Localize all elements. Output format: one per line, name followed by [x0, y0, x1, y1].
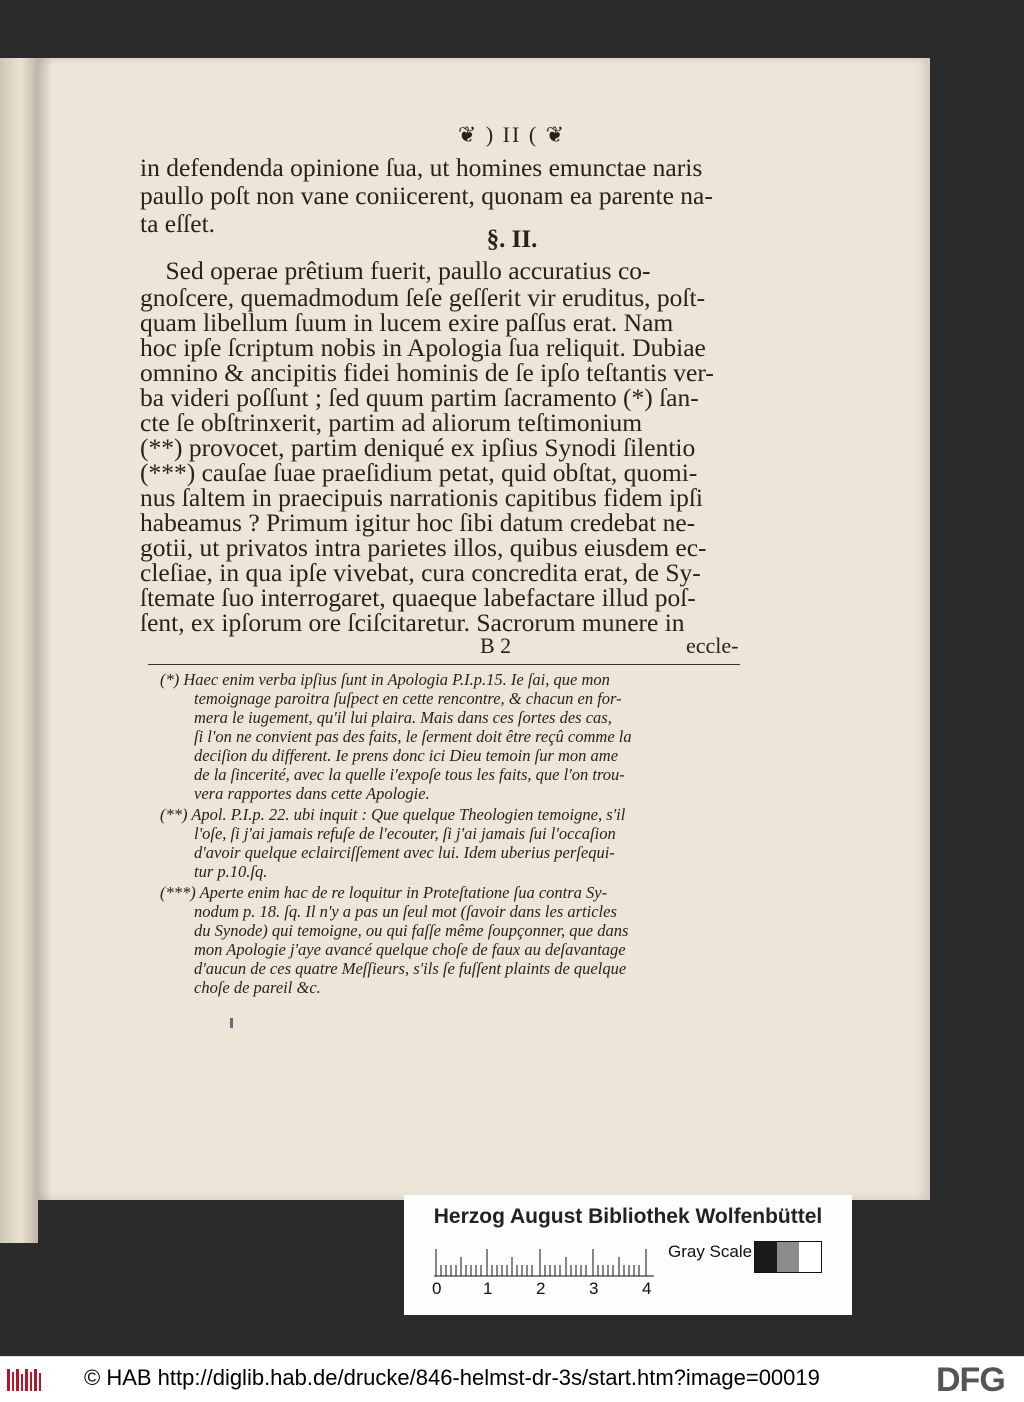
- swatch-black: [755, 1242, 777, 1272]
- body-line: quam libellum ſuum in lucem exire paſſus erat. Nam: [140, 308, 674, 337]
- body-line: paullo poſt non vane coniicerent, quonam ea parente na-: [140, 181, 713, 210]
- ruler-label: 3: [589, 1279, 599, 1298]
- section-title: §. II.: [486, 226, 538, 253]
- library-color-card: [404, 1195, 852, 1315]
- body-line: ba videri poſſunt ; ſed quum partim ſacramento (*) ſan-: [140, 383, 699, 412]
- body-line: ſtemate ſuo interrogaret, quaeque labefactare illud poſ-: [140, 583, 696, 612]
- body-line: cleſiae, in qua ipſe vivebat, cura concredita erat, de Sy-: [140, 558, 701, 587]
- signature-mark: B 2: [480, 633, 512, 658]
- footnote-line: (**) Apol. P.I.p. 22. ubi inquit : Que quelque Theologien temoigne, s'il: [160, 805, 626, 824]
- footnote-rule: [148, 664, 740, 665]
- library-name: Herzog August Bibliothek Wolfenbüttel: [433, 1205, 823, 1228]
- body-line: habeamus ? Primum igitur hoc ſibi datum credebat ne-: [140, 508, 696, 537]
- footnote-line: nodum p. 18. ſq. Il n'y a pas un ſeul mot (ſavoir dans les articles: [194, 902, 617, 921]
- body-line: Sed operae prêtium fuerit, paullo accuratius co-: [140, 256, 651, 285]
- footnote-line: vera rapportes dans cette Apologie.: [194, 784, 430, 803]
- footnote-line: mon Apologie j'aye avancé quelque choſe de faux au deſavantage: [194, 940, 626, 959]
- ruler-label: 1: [483, 1279, 493, 1298]
- body-line: ta eſſet.: [140, 209, 216, 238]
- body-line: hoc ipſe ſcriptum nobis in Apologia ſua reliquit. Dubiae: [140, 333, 706, 362]
- running-header: ❦ ) II ( ❦: [457, 122, 567, 147]
- ruler-label: 4: [642, 1279, 652, 1298]
- ruler-label: 0: [432, 1279, 442, 1298]
- body-line: nus ſaltem in praecipuis narrationis capitibus fidem ipſi: [140, 483, 703, 512]
- body-line: gotii, ut privatos intra parietes illos, quibus eiusdem ec-: [140, 533, 707, 562]
- footnote-line: temoignage paroitra ſuſpect en cette rencontre, & chacun en for-: [194, 689, 622, 708]
- footnote-line: tur p.10.ſq.: [194, 862, 268, 881]
- viewer-footer: [0, 1356, 1024, 1402]
- swatch-white: [799, 1242, 821, 1272]
- catchword: eccle-: [686, 633, 739, 658]
- scale-ruler: [434, 1243, 654, 1277]
- body-line: gnoſcere, quemadmodum ſeſe geſſerit vir eruditus, poſt-: [140, 283, 706, 312]
- body-line: (**) provocet, partim deniqué ex ipſius Synodi ſilentio: [140, 433, 696, 462]
- body-line: in defendenda opinione ſua, ut homines emunctae naris: [140, 153, 703, 182]
- body-line: (***) cauſae ſuae praeſidium petat, quid obſtat, quomi-: [140, 458, 698, 487]
- dfg-logo: DFG: [936, 1361, 1005, 1399]
- ink-speck: [230, 1018, 233, 1028]
- footnote-line: ſi l'on ne convient pas des faits, le ſerment doit être reçû comme la: [194, 727, 632, 746]
- body-line: cte ſe obſtrinxerit, partim ad aliorum teſtimonium: [140, 408, 643, 437]
- footnote-line: de la ſincerité, avec la quelle i'expoſe tous les faits, que l'on trou-: [194, 765, 625, 784]
- footnote-line: mera le iugement, qu'il lui plaira. Mais dans ces ſortes des cas,: [194, 708, 612, 727]
- footnote-line: (*) Haec enim verba ipſius ſunt in Apologia P.I.p.15. Ie ſai, que mon: [160, 670, 610, 689]
- footnote-line: du Synode) qui temoigne, ou qui faſſe même ſoupçonner, que dans: [194, 921, 629, 940]
- body-line: omnino & ancipitis fidei hominis de ſe ipſo teſtantis ver-: [140, 358, 714, 387]
- footnote-line: d'aucun de ces quatre Meſſieurs, s'ils ſe fuſſent plaints de quelque: [194, 959, 627, 978]
- footnote-line: choſe de pareil &c.: [194, 978, 321, 997]
- footnote-line: l'oſe, ſi j'ai jamais refuſe de l'ecouter, ſi j'ai jamais ſui l'occaſion: [194, 824, 616, 843]
- footnote-line: d'avoir quelque eclairciſſement avec lui. Idem uberius perſequi-: [194, 843, 615, 862]
- gray-scale-label: Gray Scale: [668, 1242, 753, 1261]
- swatch-gray: [777, 1242, 799, 1272]
- ruler-label: 2: [536, 1279, 546, 1298]
- barcode-icon: [6, 1367, 44, 1393]
- gray-scale-swatches: [754, 1241, 822, 1273]
- footnote-line: (***) Aperte enim hac de re loquitur in Proteſtatione ſua contra Sy-: [160, 883, 608, 902]
- permalink-text[interactable]: © HAB http://diglib.hab.de/drucke/846-helmst-dr-3s/start.htm?image=00019: [84, 1365, 820, 1390]
- body-line: ſent, ex ipſorum ore ſciſcitaretur. Sacrorum munere in: [140, 608, 685, 637]
- footnote-line: deciſion du different. Ie prens donc ici Dieu temoin ſur mon ame: [194, 746, 619, 765]
